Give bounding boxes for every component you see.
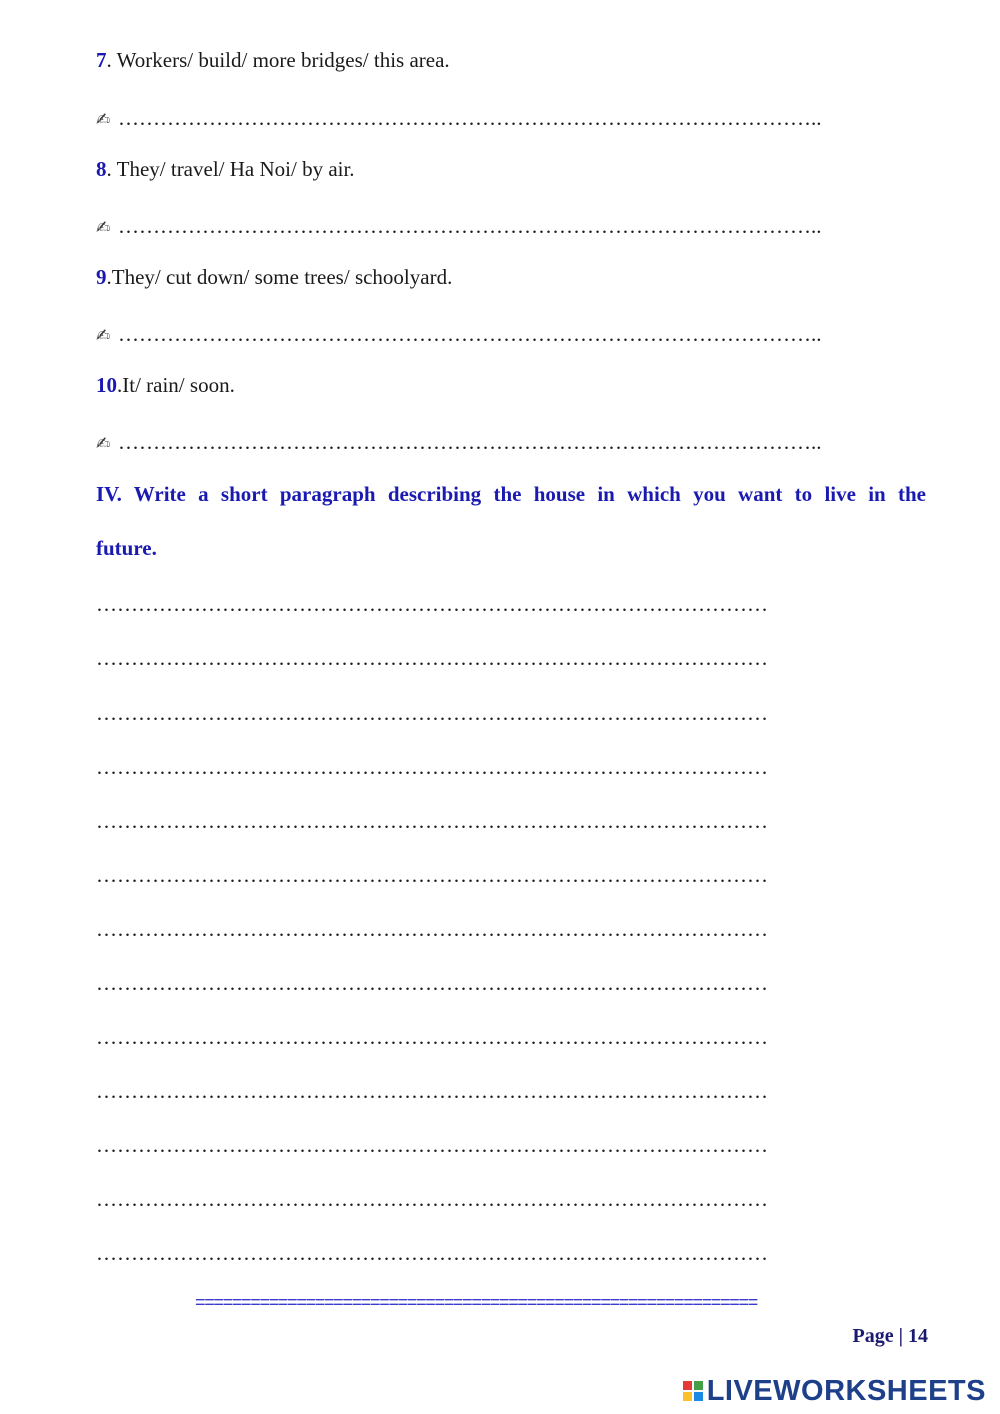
answer-line-9[interactable] bbox=[96, 322, 926, 347]
writing-line[interactable]: …………………………………………………………………………………… bbox=[96, 646, 768, 670]
answer-line-10[interactable] bbox=[96, 430, 926, 455]
question-text: .It/ rain/ soon. bbox=[117, 373, 235, 397]
writing-line[interactable]: …………………………………………………………………………………… bbox=[96, 701, 768, 725]
answer-dots: ……………………………………………………………………………………….. bbox=[118, 430, 822, 454]
page-number: Page | 14 bbox=[852, 1325, 928, 1347]
question-text: . They/ travel/ Ha Noi/ by air. bbox=[106, 157, 355, 181]
question-8 bbox=[96, 157, 926, 182]
writing-line[interactable]: …………………………………………………………………………………… bbox=[96, 1079, 768, 1103]
question-9 bbox=[96, 265, 926, 290]
answer-dots: ……………………………………………………………………………………….. bbox=[118, 106, 822, 130]
answer-line-7[interactable] bbox=[96, 106, 926, 131]
pen-icon: ✍ bbox=[96, 110, 111, 130]
logo-text: LIVEWORKSHEETS bbox=[706, 1374, 986, 1407]
logo-square bbox=[683, 1381, 692, 1390]
writing-line[interactable]: …………………………………………………………………………………… bbox=[96, 917, 768, 941]
section-separator: ============================================================= bbox=[195, 1292, 757, 1312]
writing-line[interactable]: …………………………………………………………………………………… bbox=[96, 755, 768, 779]
question-number: 7 bbox=[96, 48, 107, 72]
writing-line[interactable]: …………………………………………………………………………………… bbox=[96, 1133, 768, 1157]
logo-square bbox=[683, 1392, 692, 1401]
logo-mark-icon bbox=[683, 1381, 703, 1401]
section-iv-heading: IV. Write a short paragraph describing the house in which you want to live in the bbox=[96, 482, 926, 506]
section-iv-heading-continued: future. bbox=[96, 536, 157, 560]
question-7 bbox=[96, 48, 926, 73]
answer-line-8[interactable] bbox=[96, 214, 926, 239]
writing-line[interactable]: …………………………………………………………………………………… bbox=[96, 863, 768, 887]
writing-line[interactable]: …………………………………………………………………………………… bbox=[96, 1187, 768, 1211]
pen-icon: ✍ bbox=[96, 434, 111, 454]
logo-square bbox=[694, 1392, 703, 1401]
writing-line[interactable]: …………………………………………………………………………………… bbox=[96, 1241, 768, 1265]
liveworksheets-logo bbox=[683, 1374, 986, 1408]
answer-dots: ……………………………………………………………………………………….. bbox=[118, 322, 822, 346]
answer-dots: ……………………………………………………………………………………….. bbox=[118, 214, 822, 238]
question-text: .They/ cut down/ some trees/ schoolyard. bbox=[106, 265, 453, 289]
writing-line[interactable]: …………………………………………………………………………………… bbox=[96, 809, 768, 833]
writing-line[interactable]: …………………………………………………………………………………… bbox=[96, 1025, 768, 1049]
question-number: 9 bbox=[96, 265, 107, 289]
question-text: . Workers/ build/ more bridges/ this area. bbox=[106, 48, 450, 72]
pen-icon: ✍ bbox=[96, 218, 111, 238]
question-number: 10 bbox=[96, 373, 117, 397]
question-number: 8 bbox=[96, 157, 107, 181]
writing-line[interactable]: …………………………………………………………………………………… bbox=[96, 592, 768, 616]
question-10 bbox=[96, 373, 926, 398]
logo-square bbox=[694, 1381, 703, 1390]
writing-line[interactable]: …………………………………………………………………………………… bbox=[96, 971, 768, 995]
pen-icon: ✍ bbox=[96, 326, 111, 346]
